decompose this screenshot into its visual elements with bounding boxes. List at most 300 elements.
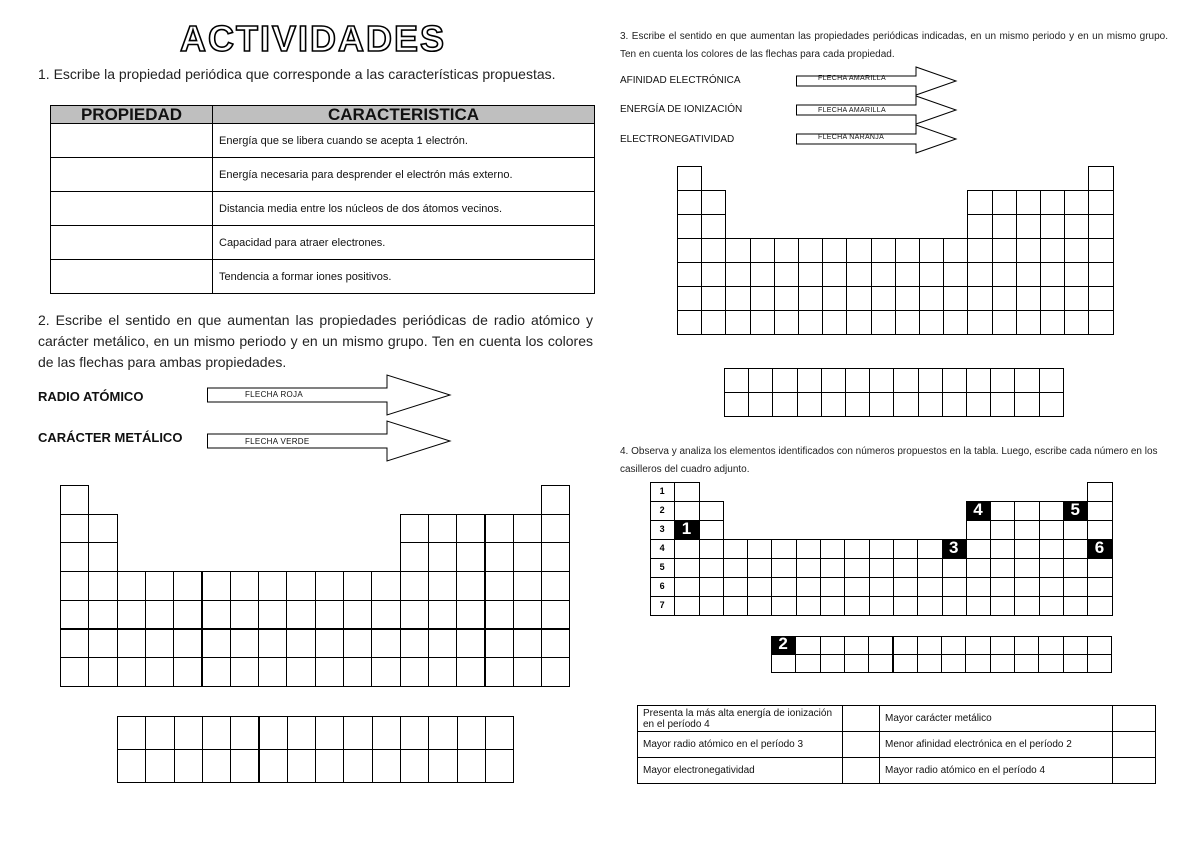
fblock-cell[interactable] (941, 654, 966, 673)
element-cell[interactable] (485, 600, 514, 630)
element-cell[interactable] (701, 214, 726, 239)
fblock-cell[interactable] (772, 368, 797, 393)
element-cell[interactable] (822, 262, 847, 287)
element-cell[interactable] (456, 571, 485, 601)
fblock-cell[interactable] (844, 636, 869, 655)
element-cell[interactable] (1064, 310, 1089, 335)
element-cell[interactable] (677, 166, 702, 191)
element-cell[interactable] (723, 558, 748, 578)
element-cell[interactable] (967, 238, 992, 263)
element-cell[interactable] (173, 600, 202, 630)
fblock-cell[interactable] (965, 636, 990, 655)
element-cell[interactable] (701, 190, 726, 215)
element-cell[interactable] (1016, 214, 1041, 239)
element-cell[interactable] (871, 262, 896, 287)
element-cell[interactable] (456, 600, 485, 630)
fblock-cell[interactable] (117, 716, 146, 750)
element-cell[interactable] (942, 577, 967, 597)
element-cell[interactable] (485, 571, 514, 601)
element-cell[interactable] (202, 629, 231, 659)
element-cell[interactable] (677, 286, 702, 311)
element-cell[interactable] (485, 542, 514, 572)
element-cell[interactable] (701, 286, 726, 311)
element-cell[interactable] (428, 600, 457, 630)
element-cell[interactable] (541, 485, 570, 515)
element-cell[interactable] (820, 596, 845, 616)
element-cell[interactable] (774, 286, 799, 311)
element-cell[interactable] (428, 514, 457, 544)
fblock-cell[interactable] (287, 749, 316, 783)
element-cell[interactable] (1040, 286, 1065, 311)
fblock-cell[interactable] (315, 716, 344, 750)
element-cell[interactable] (1039, 520, 1064, 540)
fblock-cell[interactable] (795, 636, 820, 655)
element-cell[interactable] (846, 238, 871, 263)
element-cell[interactable] (943, 238, 968, 263)
element-cell[interactable] (822, 310, 847, 335)
fblock-cell[interactable] (966, 368, 991, 393)
element-cell[interactable] (541, 542, 570, 572)
element-cell[interactable] (456, 629, 485, 659)
fblock-cell[interactable] (1014, 654, 1039, 673)
element-cell[interactable] (456, 542, 485, 572)
element-cell[interactable] (699, 558, 724, 578)
element-cell[interactable] (725, 310, 750, 335)
element-cell[interactable] (990, 577, 1015, 597)
fblock-cell[interactable] (893, 392, 918, 417)
element-cell[interactable] (796, 539, 821, 559)
element-cell[interactable] (771, 577, 796, 597)
fblock-cell[interactable] (942, 392, 967, 417)
fblock-cell[interactable] (748, 368, 773, 393)
element-cell[interactable] (893, 539, 918, 559)
answer-box[interactable] (843, 758, 880, 784)
element-cell[interactable] (1088, 262, 1113, 287)
element-cell[interactable] (674, 558, 699, 578)
fblock-cell[interactable] (230, 749, 259, 783)
element-cell[interactable] (88, 600, 117, 630)
element-cell[interactable] (822, 238, 847, 263)
element-cell[interactable] (846, 310, 871, 335)
element-cell[interactable] (145, 657, 174, 687)
element-cell[interactable] (485, 657, 514, 687)
element-cell[interactable] (230, 657, 259, 687)
element-cell[interactable] (798, 310, 823, 335)
element-cell[interactable] (750, 238, 775, 263)
fblock-cell[interactable] (428, 749, 457, 783)
element-cell[interactable] (992, 190, 1017, 215)
element-cell[interactable] (343, 657, 372, 687)
element-cell[interactable] (919, 262, 944, 287)
fblock-cell[interactable] (869, 392, 894, 417)
fblock-cell[interactable] (457, 749, 486, 783)
fblock-cell[interactable] (174, 749, 203, 783)
element-cell[interactable] (400, 657, 429, 687)
element-cell[interactable] (1014, 501, 1039, 521)
fblock-cell[interactable] (287, 716, 316, 750)
element-cell[interactable] (990, 501, 1015, 521)
element-cell[interactable] (846, 262, 871, 287)
element-cell[interactable] (1063, 539, 1088, 559)
element-cell[interactable] (919, 286, 944, 311)
fblock-cell[interactable] (259, 716, 288, 750)
element-cell[interactable] (774, 310, 799, 335)
element-cell[interactable] (1063, 558, 1088, 578)
fblock-cell[interactable] (918, 368, 943, 393)
element-cell[interactable] (796, 558, 821, 578)
element-cell[interactable] (895, 310, 920, 335)
element-cell[interactable] (966, 558, 991, 578)
element-cell[interactable] (60, 485, 89, 515)
answer-box[interactable] (1113, 732, 1156, 758)
element-cell[interactable] (725, 238, 750, 263)
fblock-cell[interactable] (1063, 636, 1088, 655)
fblock-cell[interactable] (315, 749, 344, 783)
fblock-cell[interactable] (990, 392, 1015, 417)
element-cell[interactable] (258, 657, 287, 687)
fblock-cell[interactable] (724, 368, 749, 393)
fblock-cell[interactable] (990, 654, 1015, 673)
element-cell[interactable] (230, 571, 259, 601)
fblock-cell[interactable] (400, 716, 429, 750)
propiedad-answer-cell[interactable] (51, 192, 213, 226)
element-cell[interactable] (1088, 166, 1113, 191)
element-cell[interactable] (725, 262, 750, 287)
element-cell[interactable] (674, 501, 699, 521)
element-cell[interactable] (202, 657, 231, 687)
fblock-cell[interactable] (1087, 654, 1112, 673)
element-cell[interactable] (400, 629, 429, 659)
fblock-cell[interactable] (1039, 368, 1064, 393)
fblock-cell[interactable] (259, 749, 288, 783)
element-cell[interactable] (750, 262, 775, 287)
element-cell[interactable] (919, 238, 944, 263)
element-cell[interactable] (230, 629, 259, 659)
element-cell[interactable] (343, 629, 372, 659)
element-cell[interactable] (1063, 577, 1088, 597)
element-cell[interactable] (541, 514, 570, 544)
element-cell[interactable] (869, 558, 894, 578)
element-cell[interactable] (1064, 238, 1089, 263)
element-cell[interactable] (485, 514, 514, 544)
element-cell[interactable] (820, 558, 845, 578)
element-cell[interactable] (674, 482, 699, 502)
element-cell[interactable] (371, 629, 400, 659)
element-cell[interactable] (966, 539, 991, 559)
element-cell[interactable] (943, 262, 968, 287)
element-cell[interactable] (286, 657, 315, 687)
element-cell[interactable] (541, 657, 570, 687)
element-cell[interactable] (1087, 558, 1112, 578)
fblock-cell[interactable] (820, 654, 845, 673)
element-cell[interactable] (60, 542, 89, 572)
element-cell[interactable] (230, 600, 259, 630)
element-cell[interactable] (820, 577, 845, 597)
element-cell[interactable] (315, 571, 344, 601)
element-cell[interactable] (1064, 286, 1089, 311)
element-cell[interactable] (1014, 577, 1039, 597)
propiedad-answer-cell[interactable] (51, 158, 213, 192)
element-cell[interactable] (798, 286, 823, 311)
element-cell[interactable] (1039, 539, 1064, 559)
fblock-cell[interactable] (145, 716, 174, 750)
element-cell[interactable] (428, 542, 457, 572)
fblock-cell[interactable] (724, 392, 749, 417)
element-cell[interactable] (723, 596, 748, 616)
element-cell[interactable] (967, 262, 992, 287)
element-cell[interactable] (145, 571, 174, 601)
element-cell[interactable] (456, 514, 485, 544)
fblock-cell[interactable] (893, 636, 918, 655)
element-cell[interactable] (1088, 286, 1113, 311)
element-cell[interactable] (173, 629, 202, 659)
element-cell[interactable] (869, 577, 894, 597)
element-cell[interactable] (258, 600, 287, 630)
element-cell[interactable] (990, 596, 1015, 616)
fblock-cell[interactable] (771, 654, 796, 673)
fblock-cell[interactable] (428, 716, 457, 750)
element-cell[interactable] (701, 262, 726, 287)
fblock-cell[interactable] (485, 716, 514, 750)
element-cell[interactable] (822, 286, 847, 311)
element-cell[interactable] (844, 539, 869, 559)
fblock-cell[interactable] (202, 716, 231, 750)
element-cell[interactable] (990, 539, 1015, 559)
element-cell[interactable] (1039, 577, 1064, 597)
element-cell[interactable] (992, 262, 1017, 287)
fblock-cell[interactable] (965, 654, 990, 673)
element-cell[interactable] (1040, 214, 1065, 239)
element-cell[interactable] (286, 571, 315, 601)
fblock-cell[interactable] (372, 716, 401, 750)
element-cell[interactable] (750, 286, 775, 311)
element-cell[interactable] (919, 310, 944, 335)
element-cell[interactable] (60, 514, 89, 544)
fblock-cell[interactable] (821, 392, 846, 417)
element-cell[interactable] (1088, 238, 1113, 263)
element-cell[interactable] (117, 657, 146, 687)
element-cell[interactable] (677, 214, 702, 239)
element-cell[interactable] (1039, 558, 1064, 578)
element-cell[interactable] (145, 600, 174, 630)
fblock-cell[interactable] (400, 749, 429, 783)
element-cell[interactable] (699, 539, 724, 559)
element-cell[interactable] (844, 577, 869, 597)
fblock-cell[interactable] (917, 654, 942, 673)
element-cell[interactable] (1039, 596, 1064, 616)
element-cell[interactable] (428, 657, 457, 687)
fblock-cell[interactable] (893, 654, 918, 673)
element-cell[interactable] (677, 310, 702, 335)
element-cell[interactable] (88, 571, 117, 601)
element-cell[interactable] (1014, 558, 1039, 578)
element-cell[interactable] (771, 596, 796, 616)
element-cell[interactable] (202, 600, 231, 630)
fblock-cell[interactable] (1014, 636, 1039, 655)
element-cell[interactable] (117, 629, 146, 659)
propiedad-answer-cell[interactable] (51, 124, 213, 158)
fblock-cell[interactable] (845, 368, 870, 393)
element-cell[interactable] (173, 571, 202, 601)
element-cell[interactable] (917, 577, 942, 597)
element-cell[interactable] (701, 310, 726, 335)
element-cell[interactable] (893, 596, 918, 616)
fblock-cell[interactable] (772, 392, 797, 417)
element-cell[interactable] (796, 596, 821, 616)
fblock-cell[interactable] (1038, 636, 1063, 655)
fblock-cell[interactable] (748, 392, 773, 417)
element-cell[interactable] (966, 520, 991, 540)
element-cell[interactable] (871, 310, 896, 335)
element-cell[interactable] (771, 539, 796, 559)
element-cell[interactable] (1040, 262, 1065, 287)
element-cell[interactable] (513, 514, 542, 544)
fblock-cell[interactable] (797, 368, 822, 393)
element-cell[interactable] (343, 571, 372, 601)
element-cell[interactable] (747, 558, 772, 578)
element-cell[interactable] (400, 600, 429, 630)
element-cell[interactable] (747, 596, 772, 616)
element-cell[interactable] (895, 262, 920, 287)
fblock-cell[interactable] (372, 749, 401, 783)
element-cell[interactable] (88, 629, 117, 659)
fblock-cell[interactable] (117, 749, 146, 783)
element-cell[interactable] (943, 286, 968, 311)
element-cell[interactable] (60, 657, 89, 687)
element-cell[interactable] (371, 657, 400, 687)
element-cell[interactable] (895, 286, 920, 311)
element-cell[interactable] (258, 629, 287, 659)
fblock-cell[interactable] (457, 716, 486, 750)
element-cell[interactable] (725, 286, 750, 311)
element-cell[interactable] (1040, 310, 1065, 335)
element-cell[interactable] (117, 571, 146, 601)
element-cell[interactable] (1014, 539, 1039, 559)
element-cell[interactable] (1088, 310, 1113, 335)
element-cell[interactable] (1087, 577, 1112, 597)
fblock-cell[interactable] (820, 636, 845, 655)
element-cell[interactable] (677, 238, 702, 263)
fblock-cell[interactable] (990, 368, 1015, 393)
element-cell[interactable] (701, 238, 726, 263)
fblock-cell[interactable] (1063, 654, 1088, 673)
element-cell[interactable] (917, 596, 942, 616)
fblock-cell[interactable] (795, 654, 820, 673)
element-cell[interactable] (871, 286, 896, 311)
element-cell[interactable] (1063, 520, 1088, 540)
element-cell[interactable] (750, 310, 775, 335)
element-cell[interactable] (60, 600, 89, 630)
fblock-cell[interactable] (1038, 654, 1063, 673)
element-cell[interactable] (1040, 190, 1065, 215)
element-cell[interactable] (88, 514, 117, 544)
propiedad-answer-cell[interactable] (51, 260, 213, 294)
element-cell[interactable] (1064, 214, 1089, 239)
answer-box[interactable] (843, 732, 880, 758)
fblock-cell[interactable] (942, 368, 967, 393)
fblock-cell[interactable] (343, 749, 372, 783)
element-cell[interactable] (1014, 596, 1039, 616)
fblock-cell[interactable] (941, 636, 966, 655)
element-cell[interactable] (1016, 262, 1041, 287)
element-cell[interactable] (400, 571, 429, 601)
fblock-cell[interactable] (990, 636, 1015, 655)
element-cell[interactable] (1064, 262, 1089, 287)
element-cell[interactable] (723, 539, 748, 559)
element-cell[interactable] (88, 657, 117, 687)
fblock-cell[interactable] (145, 749, 174, 783)
element-cell[interactable] (917, 558, 942, 578)
element-cell[interactable] (315, 629, 344, 659)
fblock-cell[interactable] (868, 654, 893, 673)
element-cell[interactable] (771, 558, 796, 578)
fblock-cell[interactable] (844, 654, 869, 673)
element-cell[interactable] (677, 190, 702, 215)
element-cell[interactable] (1016, 310, 1041, 335)
element-cell[interactable] (202, 571, 231, 601)
element-cell[interactable] (286, 629, 315, 659)
answer-box[interactable] (1113, 706, 1156, 732)
element-cell[interactable] (967, 214, 992, 239)
element-cell[interactable] (1016, 286, 1041, 311)
element-cell[interactable] (60, 629, 89, 659)
element-cell[interactable] (747, 577, 772, 597)
element-cell[interactable] (699, 501, 724, 521)
answer-box[interactable] (1113, 758, 1156, 784)
element-cell[interactable] (1040, 238, 1065, 263)
element-cell[interactable] (869, 596, 894, 616)
element-cell[interactable] (343, 600, 372, 630)
fblock-cell[interactable] (1014, 392, 1039, 417)
fblock-cell[interactable] (918, 392, 943, 417)
element-cell[interactable] (371, 600, 400, 630)
element-cell[interactable] (1087, 501, 1112, 521)
element-cell[interactable] (774, 262, 799, 287)
element-cell[interactable] (513, 657, 542, 687)
element-cell[interactable] (315, 600, 344, 630)
element-cell[interactable] (315, 657, 344, 687)
element-cell[interactable] (674, 539, 699, 559)
element-cell[interactable] (117, 600, 146, 630)
element-cell[interactable] (967, 310, 992, 335)
element-cell[interactable] (869, 539, 894, 559)
element-cell[interactable] (796, 577, 821, 597)
element-cell[interactable] (798, 238, 823, 263)
element-cell[interactable] (992, 286, 1017, 311)
element-cell[interactable] (992, 238, 1017, 263)
fblock-cell[interactable] (868, 636, 893, 655)
element-cell[interactable] (513, 629, 542, 659)
element-cell[interactable] (88, 542, 117, 572)
element-cell[interactable] (942, 596, 967, 616)
element-cell[interactable] (723, 577, 748, 597)
fblock-cell[interactable] (821, 368, 846, 393)
element-cell[interactable] (1063, 596, 1088, 616)
element-cell[interactable] (60, 571, 89, 601)
element-cell[interactable] (966, 596, 991, 616)
element-cell[interactable] (1039, 501, 1064, 521)
element-cell[interactable] (456, 657, 485, 687)
element-cell[interactable] (895, 238, 920, 263)
element-cell[interactable] (893, 558, 918, 578)
element-cell[interactable] (513, 600, 542, 630)
answer-box[interactable] (843, 706, 880, 732)
element-cell[interactable] (871, 238, 896, 263)
element-cell[interactable] (774, 238, 799, 263)
element-cell[interactable] (992, 310, 1017, 335)
element-cell[interactable] (893, 577, 918, 597)
element-cell[interactable] (674, 596, 699, 616)
